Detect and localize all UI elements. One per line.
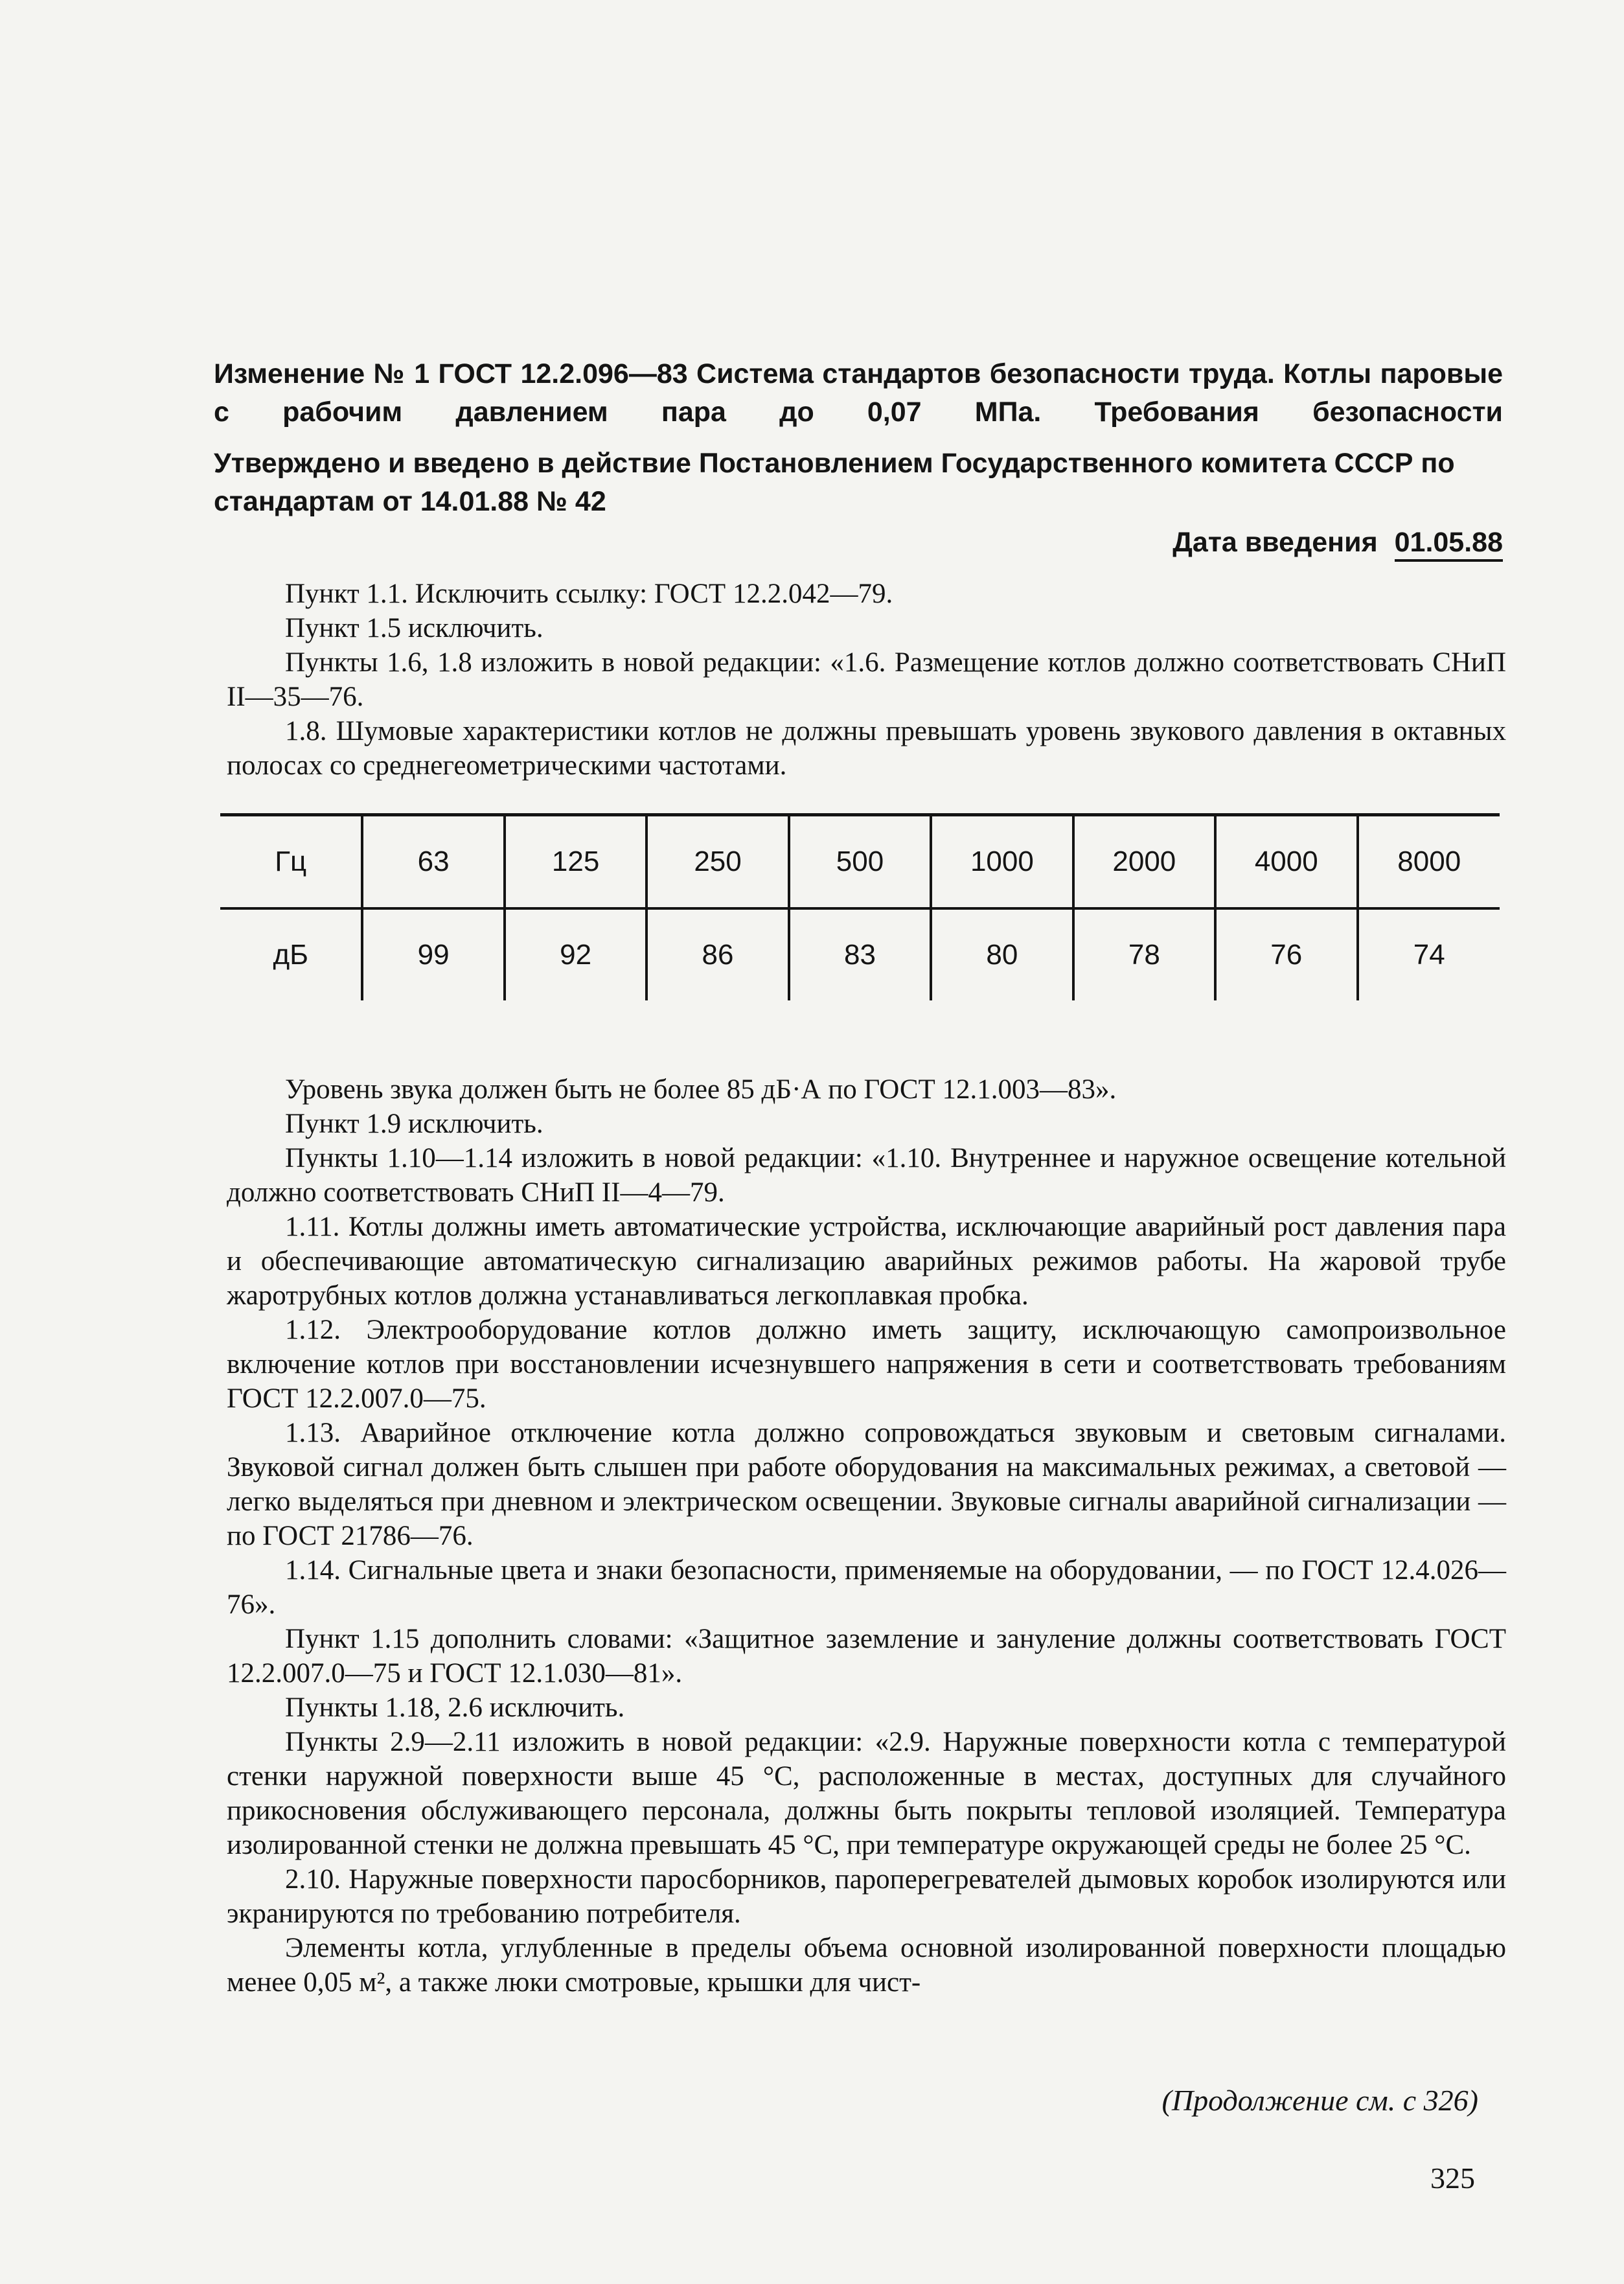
- table-row-label: Гц: [220, 815, 362, 909]
- paragraph: 2.10. Наружные поверхности паросборников, пароперегревателей дымовых коробок изолируются или экранируются по требованию потребителя.: [227, 1864, 1506, 1929]
- table-cell: 4000: [1215, 815, 1357, 909]
- table-row-decibels: [220, 908, 1500, 1000]
- table-cell: 2000: [1073, 815, 1215, 909]
- paragraph: Пункт 1.15 дополнить словами: «Защитное заземление и зануление должны соответствовать ГОСТ 12.2.007.0—75 и ГОСТ 12.1.030—81».: [227, 1624, 1506, 1689]
- table-cell: 99: [362, 908, 504, 1000]
- approval-statement: Утверждено и введено в действие Постановлением Государственного комитета СССР по стандартам от 14.01.88 № 42: [214, 448, 1455, 517]
- paragraph: 1.12. Электрооборудование котлов должно иметь защиту, исключающую самопроизвольное включение котлов при восстановлении исчезнувшего напряжения в сети и соответствовать требованиям ГОСТ 12.2.007.0—75.: [227, 1315, 1506, 1414]
- paragraph: Уровень звука должен быть не более 85 дБ·А по ГОСТ 12.1.003—83».: [285, 1074, 1117, 1105]
- table-cell: 83: [789, 908, 931, 1000]
- text-block-top: [227, 577, 1506, 783]
- table-cell: 86: [646, 908, 788, 1000]
- table-row-label: дБ: [273, 939, 308, 971]
- paragraph: Пункт 1.5 исключить.: [285, 613, 543, 643]
- table-cell: 80: [931, 908, 1073, 1000]
- table-cell: 92: [505, 908, 646, 1000]
- table-cell: 125: [505, 815, 646, 909]
- effective-date: [214, 524, 1503, 562]
- table-cell: 76: [1215, 908, 1357, 1000]
- paragraph: Пункт 1.9 исключить.: [285, 1109, 543, 1139]
- effective-date-label: Дата введения: [1172, 527, 1378, 558]
- table-cell: 250: [646, 815, 788, 909]
- paragraph: Элементы котла, углубленные в пределы объема основной изолированной поверхности площадью менее 0,05 м², а также люки смотровые, крышки для чист-: [227, 1933, 1506, 1998]
- paragraph: Пункты 1.18, 2.6 исключить.: [285, 1692, 625, 1723]
- table-cell: 63: [362, 815, 504, 909]
- effective-date-value: 01.05.88: [1395, 527, 1503, 562]
- page-number: 325: [1430, 2162, 1475, 2195]
- paragraph: Пункты 1.6, 1.8 изложить в новой редакции: «1.6. Размещение котлов должно соответствовать СНиП II—35—76.: [227, 647, 1506, 712]
- table-cell: 500: [789, 815, 931, 909]
- paragraph: 1.11. Котлы должны иметь автоматические устройства, исключающие аварийный рост давления пара и обеспечивающие автоматическую сигнализацию аварийных режимов работы. На жаровой трубе жаротрубных котлов должна устанавливаться легкоплавкая пробка.: [227, 1212, 1506, 1311]
- table-cell: 1000: [931, 815, 1073, 909]
- paragraph: 1.14. Сигнальные цвета и знаки безопасности, применяемые на оборудовании, — по ГОСТ 12.4.026—76».: [227, 1555, 1506, 1620]
- amendment-title: Изменение № 1 ГОСТ 12.2.096—83 Система стандартов безопасности труда. Котлы паровые с рабочим давлением пара до 0,07 МПа. Требования безопасности: [214, 358, 1503, 428]
- continuation-note: (Продолжение см. с 326): [1161, 2084, 1478, 2117]
- table-cell: 8000: [1358, 815, 1500, 909]
- table-cell: 74: [1358, 908, 1500, 1000]
- paragraph: 1.8. Шумовые характеристики котлов не должны превышать уровень звукового давления в октавных полосах со среднегеометрическими частотами.: [227, 716, 1506, 781]
- noise-levels-table: [220, 813, 1500, 1000]
- paragraph: 1.13. Аварийное отключение котла должно сопровождаться звуковым и световым сигналами. Звуковой сигнал должен быть слышен при работе оборудования на максимальных режимах, а световой — легко выделяться при дневном и электрическом освещении. Звуковые сигналы аварийной сигнализации — по ГОСТ 21786—76.: [227, 1418, 1506, 1551]
- paragraph: Пункты 2.9—2.11 изложить в новой редакции: «2.9. Наружные поверхности котла с температурой стенки наружной поверхности выше 45 °С, расположенные в местах, доступных для случайного прикосновения обслуживающего персонала, должны быть покрыты тепловой изоляцией. Температура изолированной стенки не должна превышать 45 °С, при температуре окружающей среды не более 25 °С.: [227, 1727, 1506, 1860]
- table-cell: 78: [1073, 908, 1215, 1000]
- text-block-bottom: [227, 1072, 1506, 2000]
- paragraph: Пункты 1.10—1.14 изложить в новой редакции: «1.10. Внутреннее и наружное освещение котельной должно соответствовать СНиП II—4—79.: [227, 1143, 1506, 1208]
- table-row-frequency: [220, 815, 1500, 909]
- amendment-header: [214, 355, 1503, 562]
- paragraph: Пункт 1.1. Исключить ссылку: ГОСТ 12.2.042—79.: [285, 579, 893, 609]
